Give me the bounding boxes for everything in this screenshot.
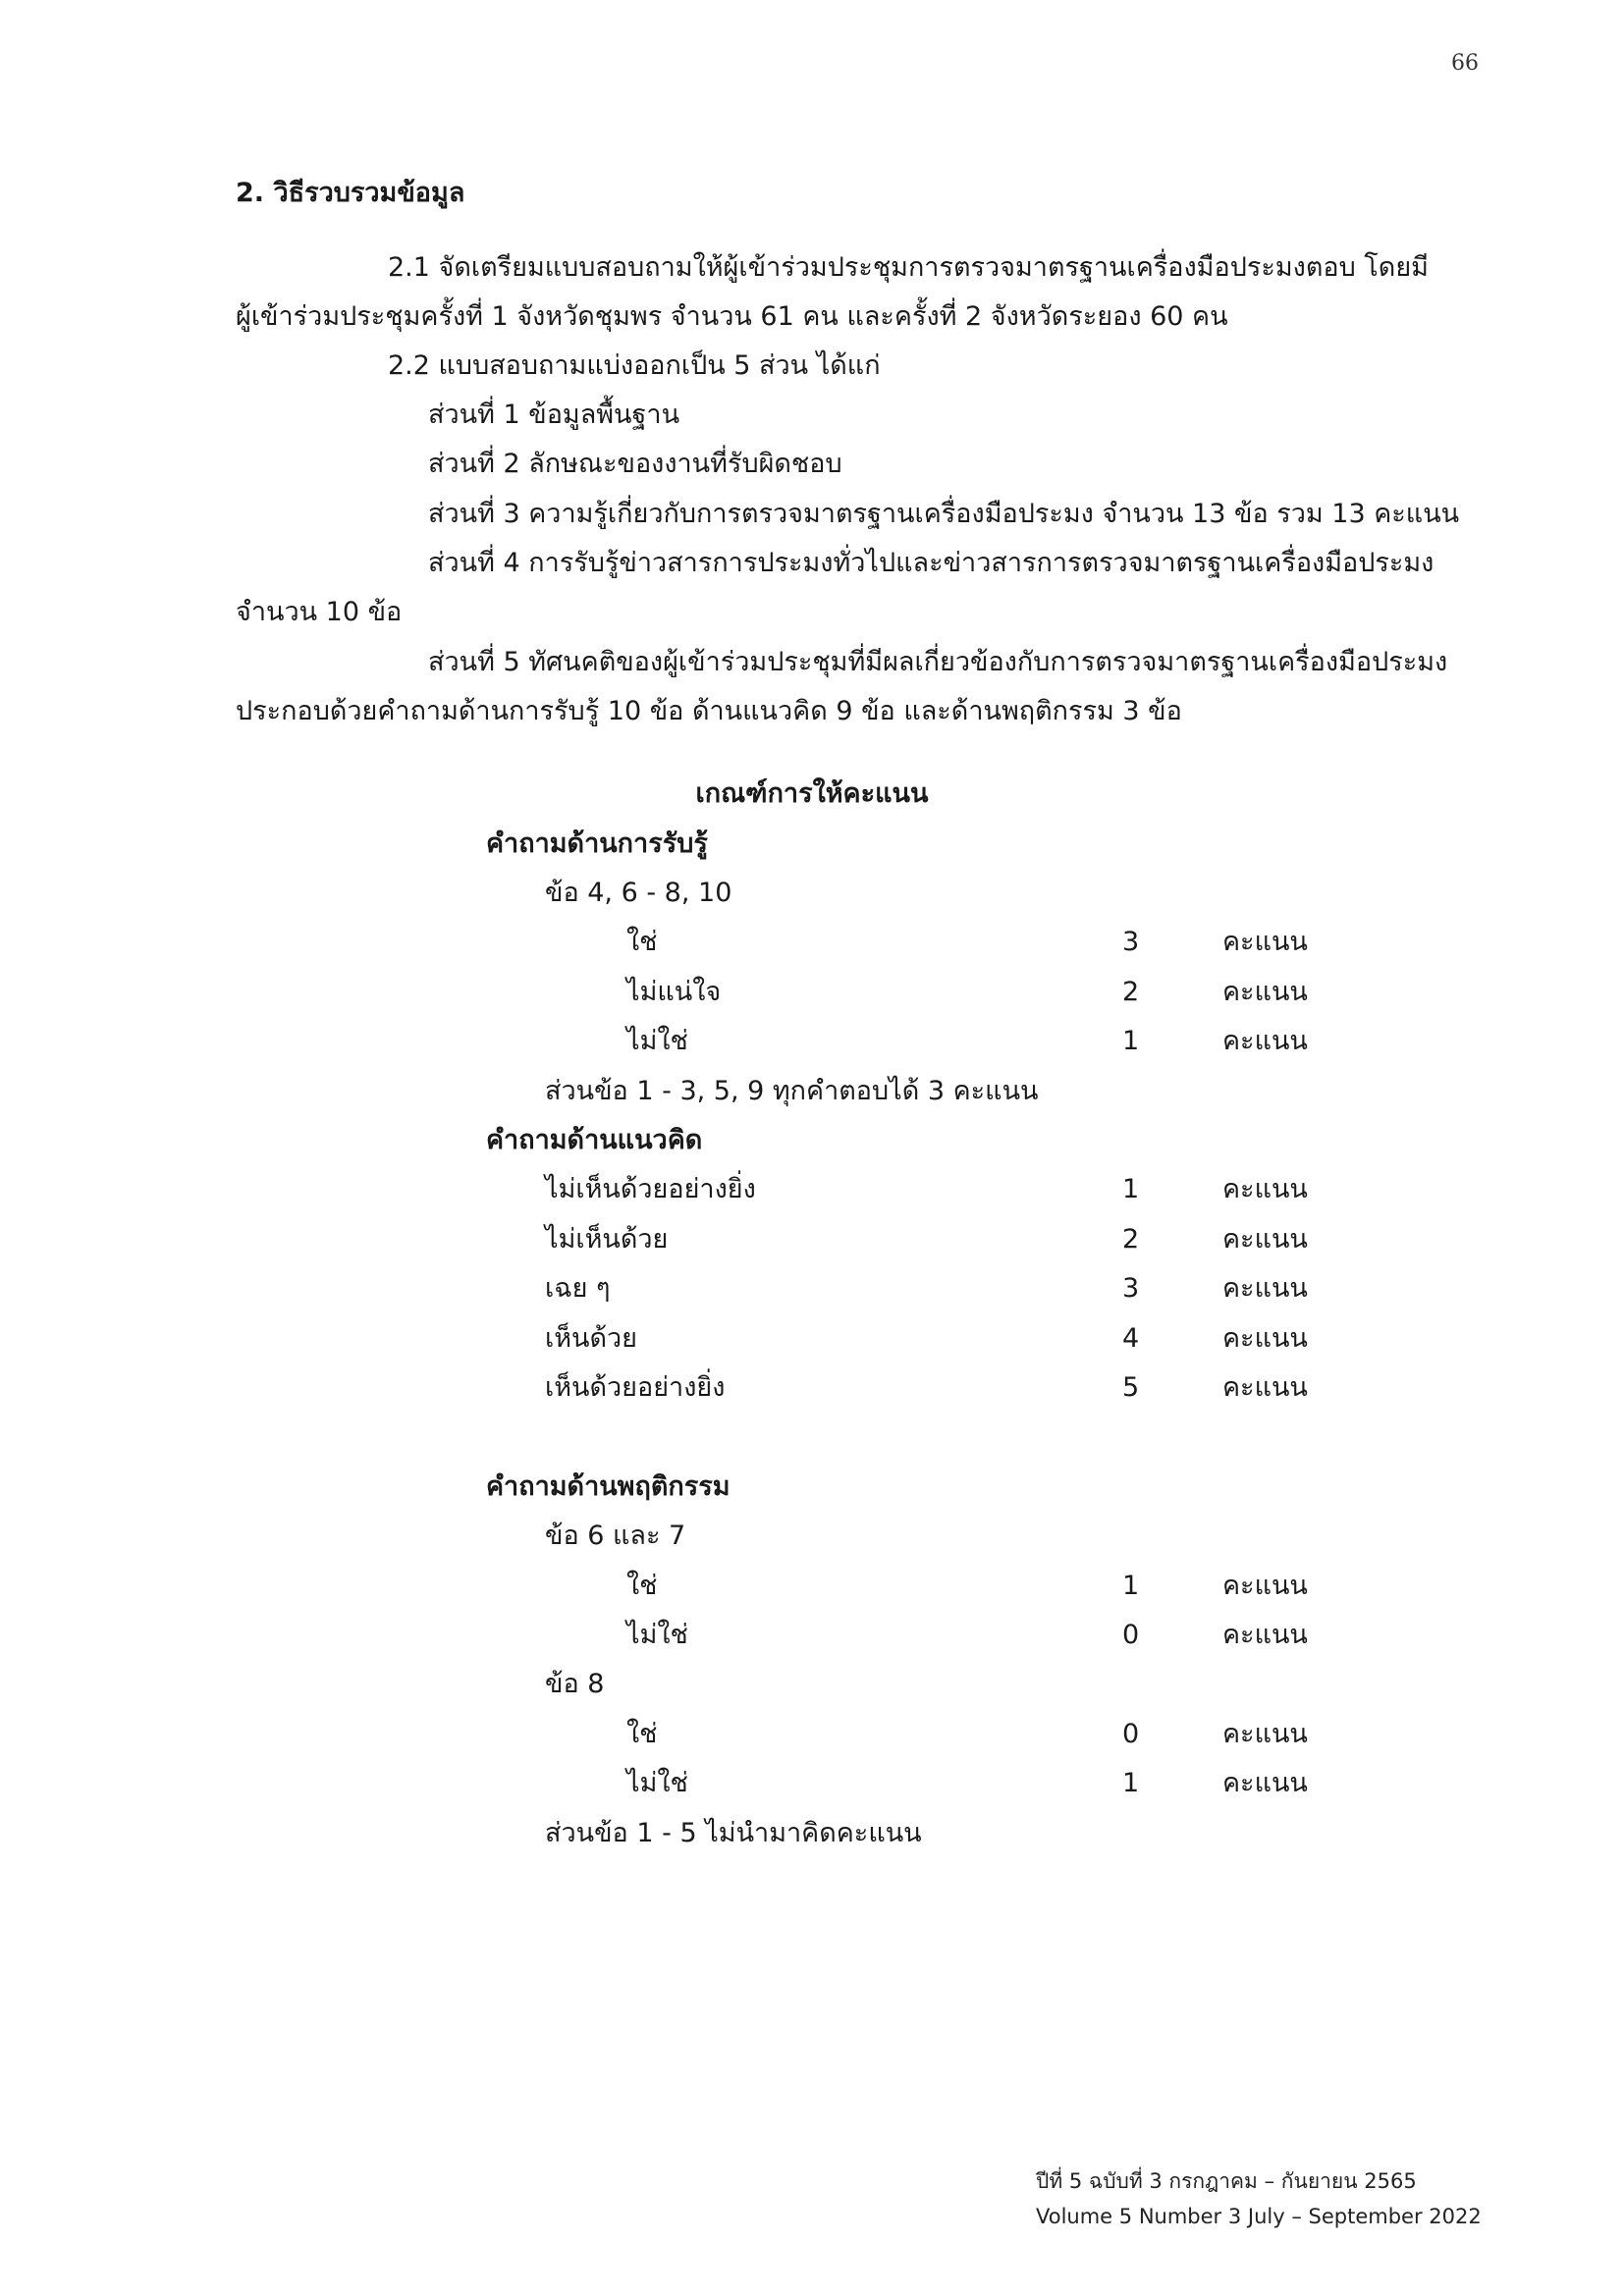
behavior-heading: คำถามด้านพฤติกรรม	[486, 1471, 731, 1502]
paragraph-2-1-line2: ผู้เข้าร่วมประชุมครั้งที่ 1 จังหวัดชุมพร จำนวน 61 คน และครั้งที่ 2 จังหวัดระยอง 60 คน	[236, 301, 1228, 332]
page-number: 66	[1451, 51, 1479, 76]
perception-heading: คำถามด้านการรับรู้	[486, 828, 708, 859]
scoring-title: เกณฑ์การให้คะแนน	[695, 778, 929, 809]
part-5-line2: ประกอบด้วยคำถามด้านการรับรู้ 10 ข้อ ด้านแนวคิด 9 ข้อ และด้านพฤติกรรม 3 ข้อ	[236, 696, 1182, 726]
perception-items-label: ข้อ 4, 6 - 8, 10	[545, 878, 732, 908]
part-1: ส่วนที่ 1 ข้อมูลพื้นฐาน	[428, 400, 680, 430]
section-heading: 2. วิธีรวบรวมข้อมูล	[236, 178, 465, 208]
concept-heading: คำถามด้านแนวคิด	[486, 1125, 703, 1155]
paragraph-2-1-line1: 2.1 จัดเตรียมแบบสอบถามให้ผู้เข้าร่วมประชุมการตรวจมาตรฐานเครื่องมือประมงตอบ โดยมี	[388, 252, 1429, 283]
footer-line-english: Volume 5 Number 3 July – September 2022	[1036, 2205, 1482, 2228]
part-2: ส่วนที่ 2 ลักษณะของงานที่รับผิดชอบ	[428, 449, 842, 479]
behavior-group2-label: ข้อ 8	[545, 1669, 605, 1699]
perception-note: ส่วนข้อ 1 - 3, 5, 9 ทุกคำตอบได้ 3 คะแนน	[545, 1076, 1039, 1106]
paragraph-2-2: 2.2 แบบสอบถามแบ่งออกเป็น 5 ส่วน ได้แก่	[388, 350, 881, 381]
part-3: ส่วนที่ 3 ความรู้เกี่ยวกับการตรวจมาตรฐานเครื่องมือประมง จำนวน 13 ข้อ รวม 13 คะแนน	[428, 499, 1460, 529]
behavior-note: ส่วนข้อ 1 - 5 ไม่นำมาคิดคะแนน	[545, 1818, 922, 1848]
behavior-group1-label: ข้อ 6 และ 7	[545, 1521, 686, 1551]
footer-line-thai: ปีที่ 5 ฉบับที่ 3 กรกฎาคม – กันยายน 2565	[1036, 2169, 1417, 2193]
part-4-line2: จำนวน 10 ข้อ	[236, 597, 403, 627]
part-5-line1: ส่วนที่ 5 ทัศนคติของผู้เข้าร่วมประชุมที่มีผลเกี่ยวข้องกับการตรวจมาตรฐานเครื่องมือประมง	[428, 647, 1448, 677]
part-4-line1: ส่วนที่ 4 การรับรู้ข่าวสารการประมงทั่วไปและข่าวสารการตรวจมาตรฐานเครื่องมือประมง	[428, 548, 1435, 578]
